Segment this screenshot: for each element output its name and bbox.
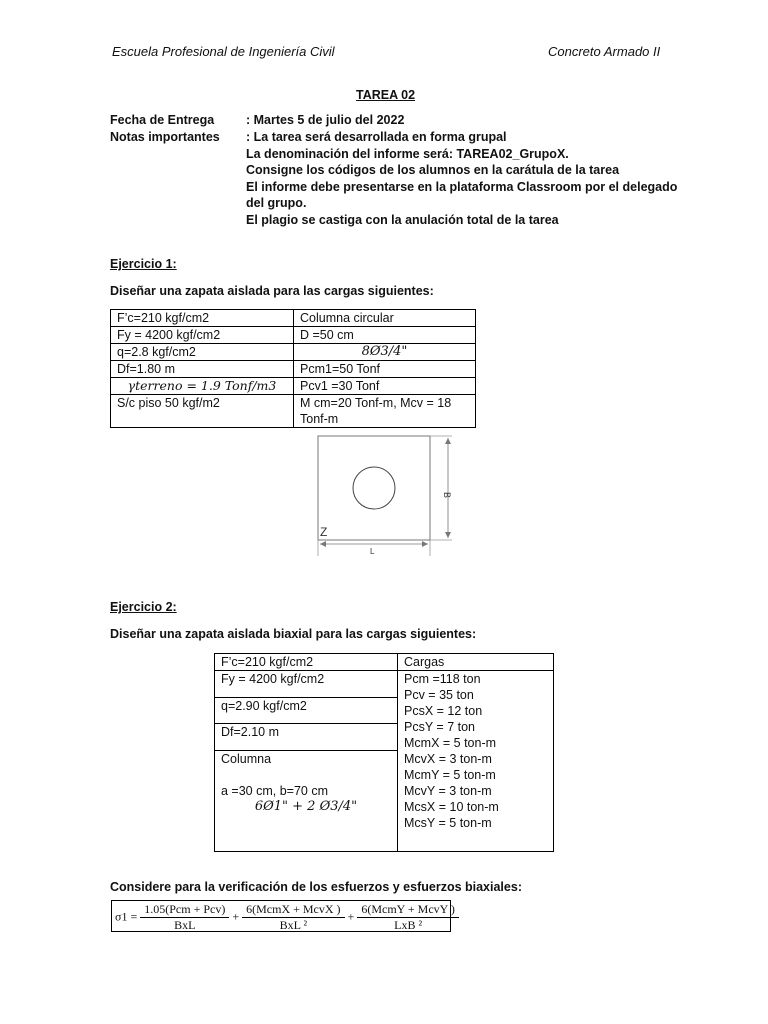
- columna-rebar: 6Ø1" + 2 Ø3/4": [254, 798, 358, 814]
- ej1-heading: Ejercicio 1:: [110, 257, 177, 271]
- nota-4: El informe debe presentarse en la plataforma Classroom por el delegado: [246, 179, 678, 194]
- table-cell: γterreno = 1.9 Tonf/m3: [111, 378, 294, 395]
- table-cell: F’c=210 kgf/cm2: [111, 310, 294, 327]
- label-l: L: [370, 547, 375, 556]
- term-2: $\frac{\text{6(McmX + McvX )}}{\text{BxL ²}}$: [242, 902, 344, 933]
- table-row: [215, 654, 554, 671]
- fecha-label: Fecha de Entrega: [110, 113, 215, 127]
- notas-label: Notas importantes: [110, 130, 220, 144]
- table-row: [111, 344, 476, 361]
- column-circle: [353, 467, 395, 509]
- table-cell: D =50 cm: [294, 327, 476, 344]
- nota-2: La denominación del informe será: TAREA02_GrupoX.: [246, 146, 569, 161]
- page-title: TAREA 02: [356, 88, 416, 102]
- table-cell: 8Ø3/4": [294, 344, 476, 361]
- table-cell: F’c=210 kgf/cm2: [215, 654, 398, 671]
- term-1: $\frac{\text{1.05(Pcm + Pcv)}}{\text{BxL}}$: [140, 902, 229, 933]
- footing-diagram: [312, 432, 460, 560]
- cargas-title: Cargas: [398, 654, 554, 671]
- columna-cell: [215, 750, 398, 851]
- table-cell: Columna circular: [294, 310, 476, 327]
- table-row: [215, 671, 554, 698]
- table-row: [111, 378, 476, 395]
- carga-item: Pcv = 35 ton: [404, 688, 474, 702]
- header-right: Concreto Armado II: [548, 44, 661, 59]
- stress-formula: [111, 900, 455, 932]
- table-row: [111, 327, 476, 344]
- table-row: [111, 361, 476, 378]
- fecha-value: : Martes 5 de julio del 2022: [246, 113, 405, 127]
- carga-item: McsY = 5 ton-m: [404, 816, 492, 830]
- ej2-heading: Ejercicio 2:: [110, 600, 177, 614]
- table-cell: Df=2.10 m: [215, 724, 398, 751]
- plus-sign: +: [232, 909, 240, 924]
- label-b: B: [442, 492, 452, 499]
- nota-1: : La tarea será desarrollada en forma grupal: [246, 130, 507, 144]
- columna-title: Columna: [221, 751, 272, 766]
- footing-outline: [318, 436, 430, 540]
- table-cell: Df=1.80 m: [111, 361, 294, 378]
- plus-sign: +: [347, 909, 355, 924]
- header-left: Escuela Profesional de Ingeniería Civil: [112, 44, 335, 59]
- carga-item: McsX = 10 ton-m: [404, 800, 499, 814]
- nota-5: del grupo.: [246, 196, 307, 210]
- carga-item: McvY = 3 ton-m: [404, 784, 492, 798]
- carga-item: Pcm =118 ton: [404, 672, 481, 686]
- nota-3: Consigne los códigos de los alumnos en la carátula de la tarea: [246, 163, 620, 177]
- table-row: [111, 395, 476, 428]
- table-cell: Fy = 4200 kgf/cm2: [215, 671, 398, 698]
- columna-dims: a =30 cm, b=70 cm: [221, 783, 329, 798]
- sigma-label: σ1 =: [115, 909, 138, 924]
- carga-item: McmX = 5 ton-m: [404, 736, 497, 750]
- table-cell: M cm=20 Tonf-m, Mcv = 18 Tonf-m: [294, 395, 476, 428]
- table-cell: S/c piso 50 kgf/m2: [111, 395, 294, 428]
- carga-item: McvX = 3 ton-m: [404, 752, 492, 766]
- table-cell: Pcm1=50 Tonf: [294, 361, 476, 378]
- ej1-intro: Diseñar una zapata aislada para las cargas siguientes:: [110, 284, 434, 298]
- label-z: Z: [320, 525, 328, 539]
- nota-6: El plagio se castiga con la anulación total de la tarea: [246, 212, 559, 227]
- carga-item: PcsX = 12 ton: [404, 704, 483, 718]
- table-cell: q=2.90 kgf/cm2: [215, 697, 398, 724]
- carga-item: McmY = 5 ton-m: [404, 768, 496, 782]
- ej1-table: [110, 309, 476, 428]
- table-row: [111, 310, 476, 327]
- ej2-intro: Diseñar una zapata aislada biaxial para las cargas siguientes:: [110, 627, 477, 641]
- table-cell: Fy = 4200 kgf/cm2: [111, 327, 294, 344]
- notas-list: [246, 129, 677, 228]
- cargas-list: [398, 671, 554, 852]
- table-cell: Pcv1 =30 Tonf: [294, 378, 476, 395]
- table-cell: q=2.8 kgf/cm2: [111, 344, 294, 361]
- closing-text: Considere para la verificación de los esfuerzos y esfuerzos biaxiales:: [110, 880, 522, 894]
- term-3: $\frac{\text{6(McmY + McvY )}}{\text{LxB ²}}$: [357, 902, 459, 933]
- carga-item: PcsY = 7 ton: [404, 720, 475, 734]
- ej2-table: [214, 653, 554, 852]
